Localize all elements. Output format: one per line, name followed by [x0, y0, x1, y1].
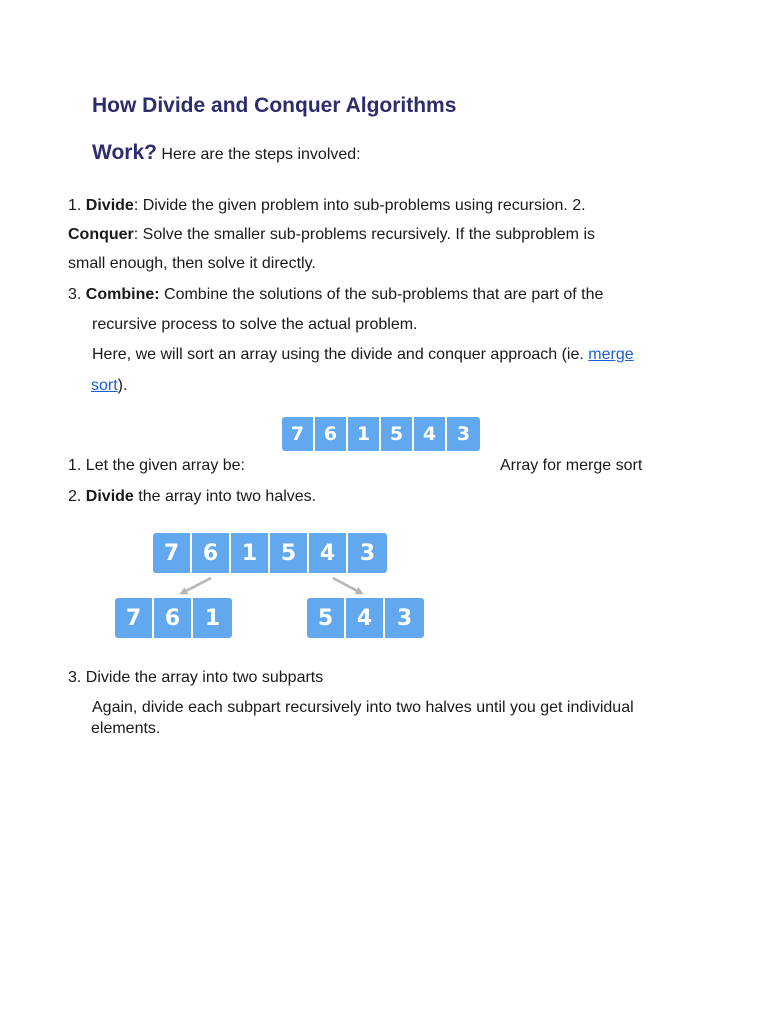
title-word-work: Work? — [92, 141, 157, 164]
merge-intro-line-2 — [91, 377, 127, 395]
step-3-term: Combine: — [85, 286, 160, 303]
list-item-2-number: 2. — [68, 488, 82, 505]
arrow-left-icon — [182, 578, 211, 593]
list-item-3: 3. Divide the array into two subparts — [68, 669, 324, 686]
array-cell: 5 — [270, 533, 309, 573]
array-cell: 1 — [348, 417, 381, 451]
list-item-1: 1. Let the given array be: — [68, 457, 245, 474]
step-2-term: Conquer — [68, 226, 134, 243]
divide-left-half — [115, 598, 232, 638]
step-1-term: Divide — [85, 197, 134, 214]
array-cell: 4 — [309, 533, 348, 573]
array-cell: 6 — [192, 533, 231, 573]
step-3-text: Combine the solutions of the sub-problems that are part of the — [159, 286, 604, 303]
step-2-line-2: small enough, then solve it directly. — [68, 255, 316, 272]
list-item-2-text: the array into two halves. — [133, 488, 317, 505]
merge-sort-link-continued[interactable]: sort — [91, 377, 118, 394]
merge-intro-end: ). — [117, 377, 128, 394]
array-cell: 4 — [346, 598, 385, 638]
divide-full-array — [153, 533, 387, 573]
merge-intro-text: Here, we will sort an array using the divide and conquer approach (ie. — [92, 346, 589, 363]
array-cell: 7 — [115, 598, 154, 638]
step-1-line — [68, 197, 586, 215]
given-array — [282, 417, 480, 451]
step-2-line — [68, 226, 595, 244]
merge-sort-link[interactable]: merge — [588, 346, 634, 363]
array-cell: 6 — [315, 417, 348, 451]
step-3-number: 3. — [68, 286, 82, 303]
array-cell: 3 — [348, 533, 387, 573]
list-item-2-term: Divide — [85, 488, 134, 505]
intro-text: Here are the steps involved: — [161, 146, 361, 163]
array-cell: 5 — [381, 417, 414, 451]
array-cell: 5 — [307, 598, 346, 638]
arrow-right-icon — [333, 578, 361, 593]
step-2-text: : Solve the smaller sub-problems recursively. If the subproblem is — [133, 226, 595, 243]
merge-intro-line — [92, 346, 634, 364]
again-line-1: Again, divide each subpart recursively into two halves until you get individual — [92, 699, 634, 716]
array-cell: 3 — [385, 598, 424, 638]
array-cell: 7 — [282, 417, 315, 451]
array-cell: 4 — [414, 417, 447, 451]
array-cell: 1 — [193, 598, 232, 638]
list-item-2 — [68, 488, 316, 506]
step-1-text: : Divide the given problem into sub-problems using recursion. 2. — [133, 197, 586, 214]
step-3-line — [68, 286, 603, 304]
step-1-number: 1. — [68, 197, 82, 214]
array-cell: 7 — [153, 533, 192, 573]
again-line-2: elements. — [91, 720, 161, 737]
given-array-caption: Array for merge sort — [500, 457, 643, 474]
array-cell: 1 — [231, 533, 270, 573]
array-cell: 3 — [447, 417, 480, 451]
divide-right-half — [307, 598, 424, 638]
array-cell: 6 — [154, 598, 193, 638]
step-3-line-2: recursive process to solve the actual problem. — [92, 316, 418, 333]
page-title-continued — [92, 141, 361, 165]
page-title: How Divide and Conquer Algorithms — [92, 94, 457, 117]
